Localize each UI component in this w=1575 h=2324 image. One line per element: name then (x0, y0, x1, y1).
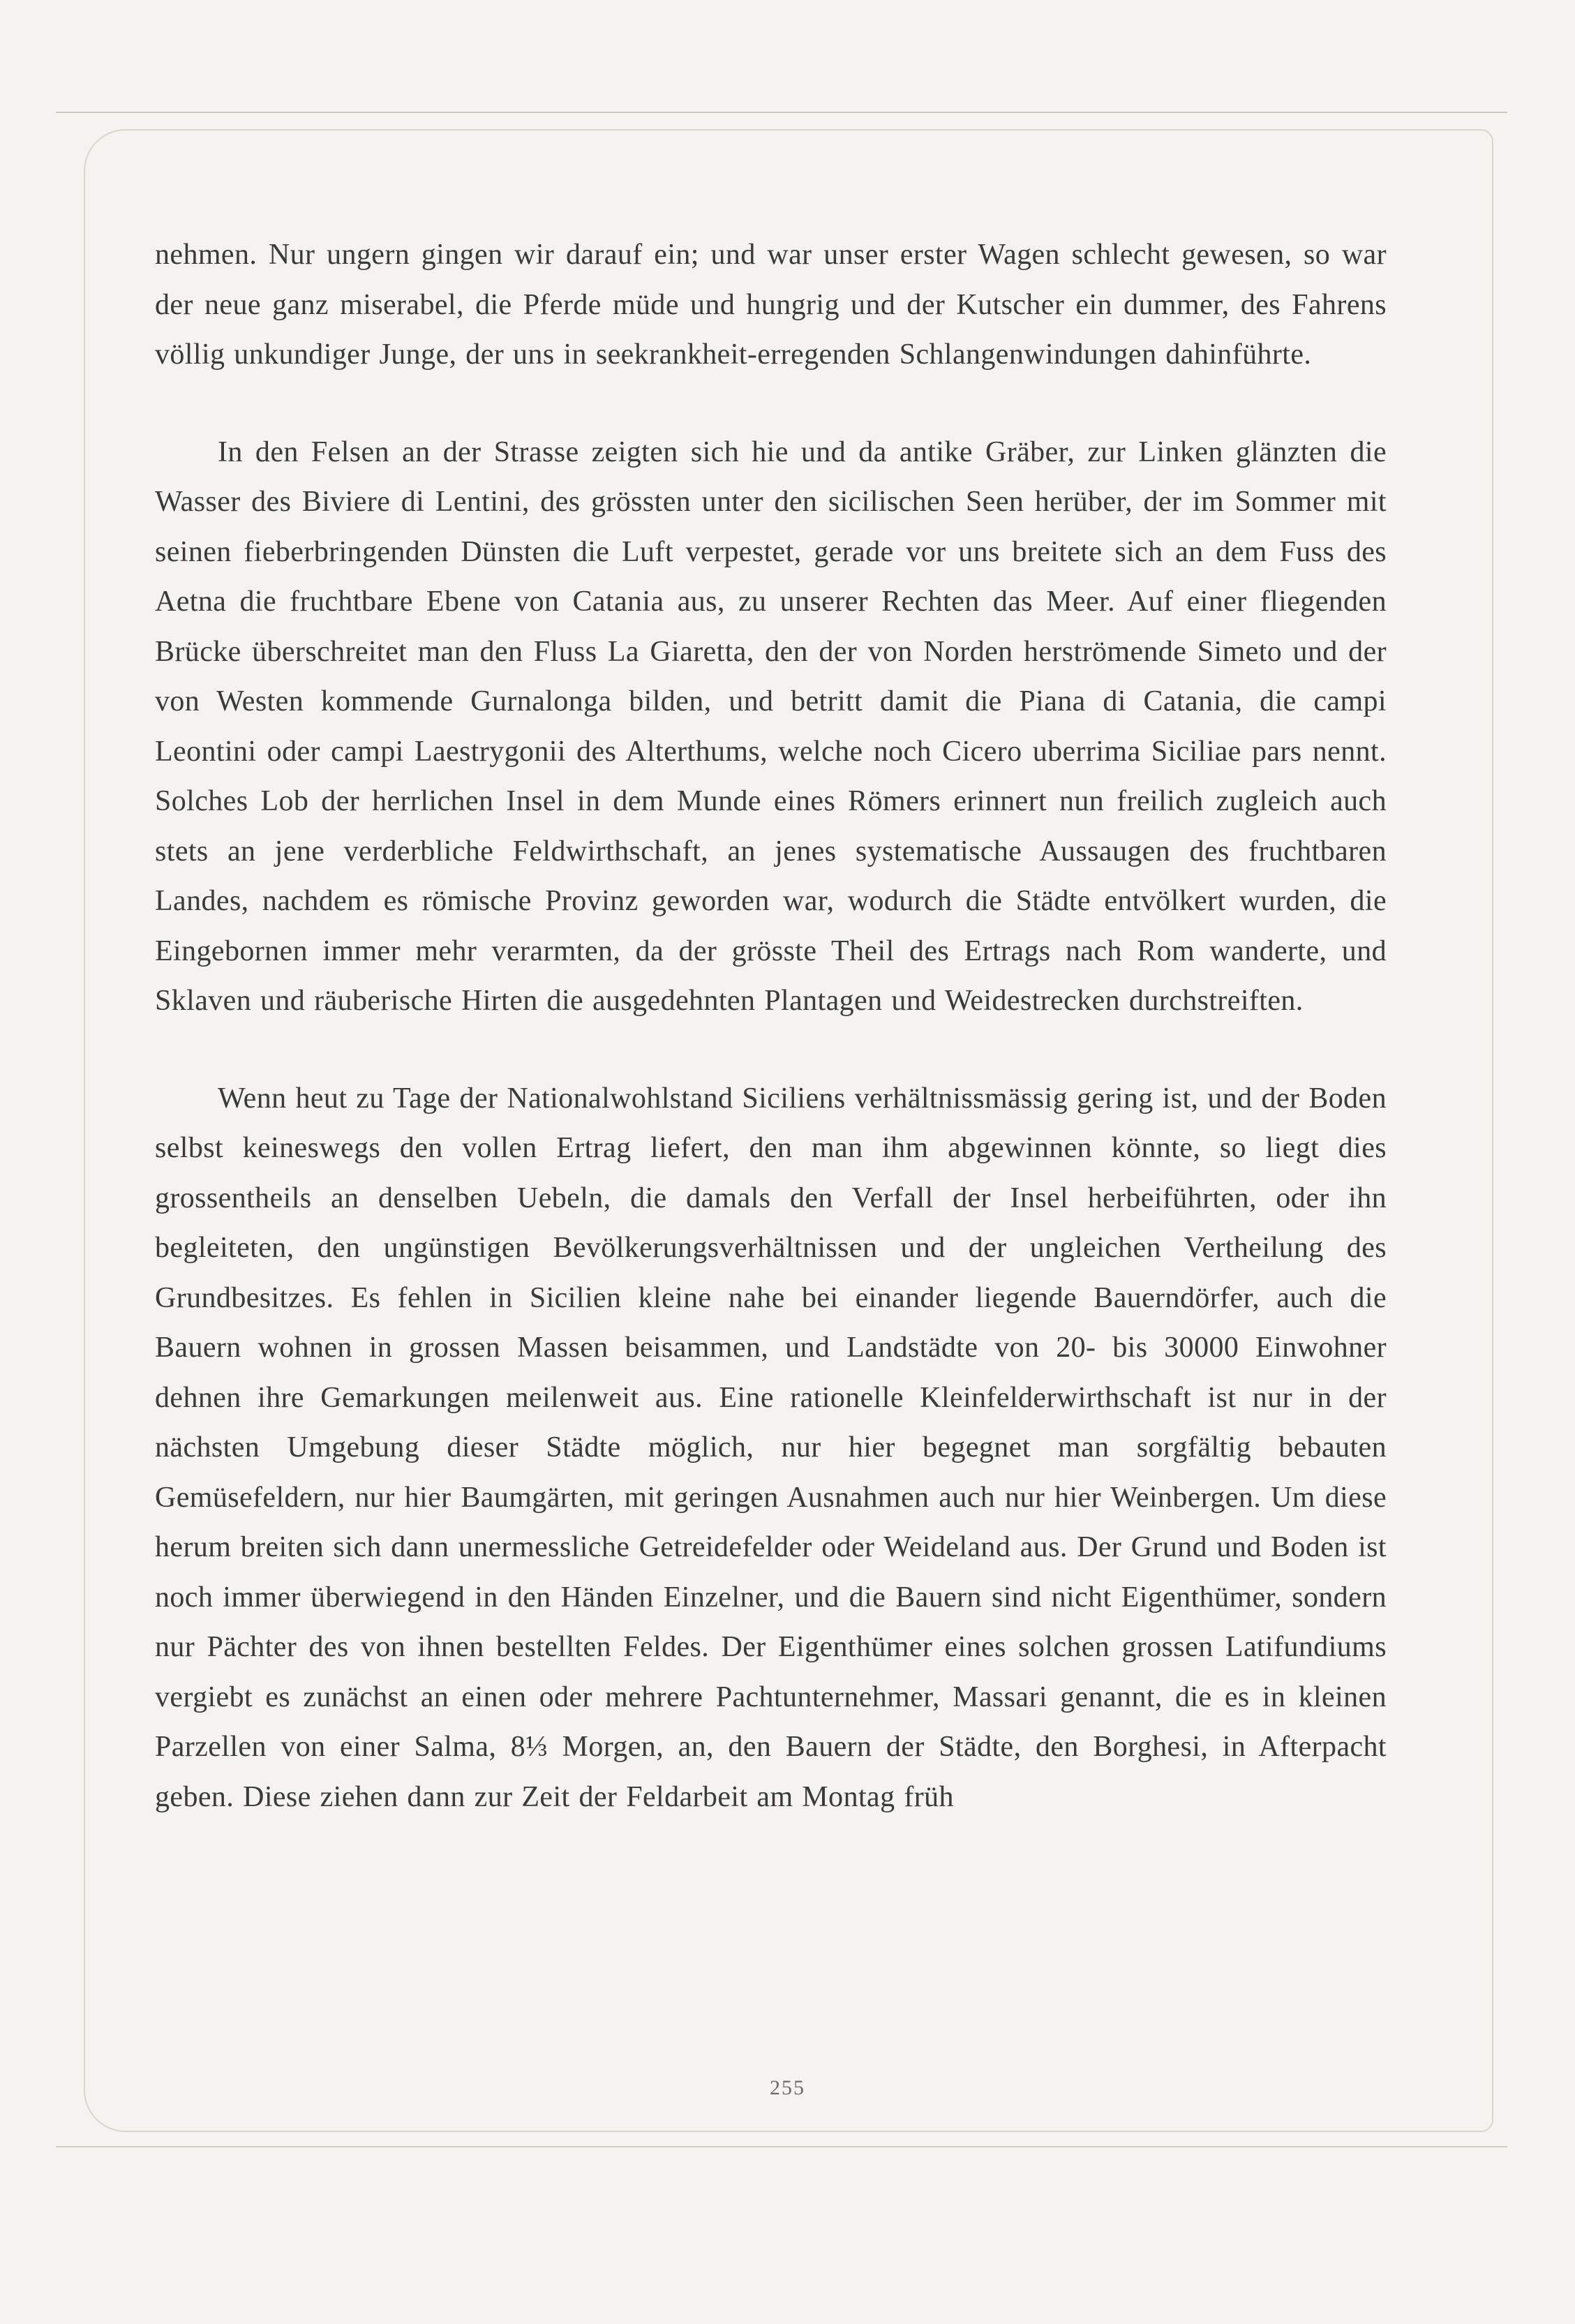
bottom-rule (56, 2146, 1507, 2147)
page-number: 255 (770, 2076, 805, 2099)
paragraph-3: Wenn heut zu Tage der Nationalwohlstand Siciliens verhältnissmässig gering ist, und der Boden selbst keineswegs den vollen Ertrag liefert, den man ihm abgewinnen könnte, so liegt dies grossentheils an denselben Uebeln, die damals den Verfall der Insel herbeiführten, oder ihn begleiteten, den ungünstigen Bevölkerungsverhältnissen und der ungleichen Vertheilung des Grundbesitzes. Es fehlen in Sicilien kleine nahe bei einander liegende Bauerndörfer, auch die Bauern wohnen in grossen Massen beisammen, und Landstädte von 20- bis 30000 Einwohner dehnen ihre Gemarkungen meilenweit aus. Eine rationelle Kleinfelderwirthschaft ist nur in der nächsten Umgebung dieser Städte möglich, nur hier begegnet man sorgfältig bebauten Gemüsefeldern, nur hier Baumgärten, mit geringen Ausnahmen auch nur hier Weinbergen. Um diese herum breiten sich dann unermessliche Getreidefelder oder Weideland aus. Der Grund und Boden ist noch immer überwiegend in den Händen Einzelner, und die Bauern sind nicht Eigenthümer, sondern nur Pächter des von ihnen bestellten Feldes. Der Eigenthümer eines solchen grossen Latifundiums vergiebt es zunächst an einen oder mehrere Pachtunternehmer, Massari genannt, die es in kleinen Parzellen von einer Salma, 8⅓ Morgen, an, den Bauern der Städte, den Borghesi, in Afterpacht geben. Diese ziehen dann zur Zeit der Feldarbeit am Montag früh (155, 1082, 1387, 1813)
paragraph-1: nehmen. Nur ungern gingen wir darauf ein; und war unser erster Wagen schlecht gewesen, so war der neue ganz miserabel, die Pferde müde und hungrig und der Kutscher ein dummer, des Fahrens völlig unkundiger Junge, der uns in seekrankheit-erregenden Schlangenwindungen dahinführte. (155, 239, 1387, 371)
paragraph-2: In den Felsen an der Strasse zeigten sich hie und da antike Gräber, zur Linken glänzten die Wasser des Biviere di Lentini, des grössten unter den sicilischen Seen herüber, der im Sommer mit seinen fieberbringenden Dünsten die Luft verpestet, gerade vor uns breitete sich an dem Fuss des Aetna die fruchtbare Ebene von Catania aus, zu unserer Rechten das Meer. Auf einer fliegenden Brücke überschreitet man den Fluss La Giaretta, den der von Norden herströmende Simeto und der von Westen kommende Gurnalonga bilden, und betritt damit die Piana di Catania, die campi Leontini oder campi Laestrygonii des Alterthums, welche noch Cicero uberrima Siciliae pars nennt. Solches Lob der herrlichen Insel in dem Munde eines Römers erinnert nun freilich zugleich auch stets an jene verderbliche Feldwirthschaft, an jenes systematische Aussaugen des fruchtbaren Landes, nachdem es römische Provinz geworden war, wodurch die Städte entvölkert wurden, die Eingebornen immer mehr verarmten, da der grösste Theil des Ertrags nach Rom wanderte, und Sklaven und räuberische Hirten die ausgedehnten Plantagen und Weidestrecken durchstreiften. (155, 435, 1387, 1017)
top-rule (56, 112, 1507, 113)
body-text (155, 230, 1387, 1822)
